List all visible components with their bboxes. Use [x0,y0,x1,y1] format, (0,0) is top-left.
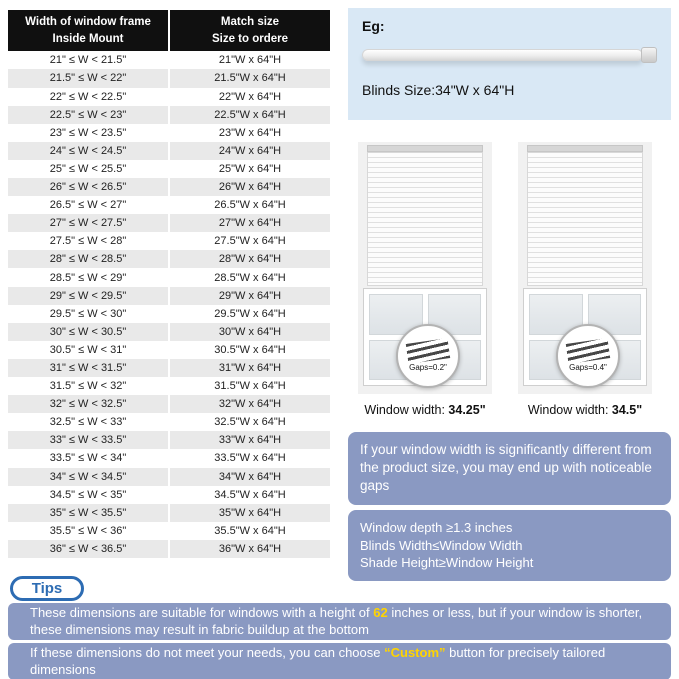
range-cell: 34.5" ≤ W < 35" [8,486,168,504]
range-cell: 32" ≤ W < 32.5" [8,395,168,413]
range-cell: 26" ≤ W < 26.5" [8,178,168,196]
table-row [8,522,330,540]
tips-p2-highlight: “Custom” [384,645,446,660]
tips-badge-label: Tips [31,580,63,597]
tips-p2-text: If these dimensions do not meet your needs, you can choose [30,645,385,660]
size-cell: 28.5"W x 64"H [170,268,330,286]
range-cell: 30" ≤ W < 30.5" [8,323,168,341]
tips-p2-text: button for precisely tailored dimensions [30,645,606,677]
table-row [8,178,330,196]
range-cell: 31" ≤ W < 31.5" [8,359,168,377]
tips-p1-text: These dimensions are suitable for windows with a height of [30,605,374,620]
window-example-card [518,142,652,417]
table-row [8,124,330,142]
window-width-caption [358,403,492,417]
size-cell: 30"W x 64"H [170,323,330,341]
gap-magnifier [556,324,620,388]
gap-stripes [406,338,450,364]
table-row [8,504,330,522]
size-cell: 22"W x 64"H [170,88,330,106]
table-row [8,268,330,286]
caption-value: 34.5" [611,403,643,417]
size-cell: 25"W x 64"H [170,160,330,178]
shade-headrail [527,145,643,152]
table-row [8,468,330,486]
table-row [8,413,330,431]
size-cell: 29"W x 64"H [170,287,330,305]
size-table-header [8,10,330,51]
table-row [8,540,330,558]
size-table-body [8,51,330,558]
header-width-line2: Inside Mount [52,32,124,45]
range-cell: 32.5" ≤ W < 33" [8,413,168,431]
range-cell: 31.5" ≤ W < 32" [8,377,168,395]
example-panel [348,8,671,120]
range-cell: 35" ≤ W < 35.5" [8,504,168,522]
range-cell: 22" ≤ W < 22.5" [8,88,168,106]
range-cell: 23" ≤ W < 23.5" [8,124,168,142]
caption-label: Window width: [364,403,449,417]
table-row [8,486,330,504]
size-cell: 26.5"W x 64"H [170,196,330,214]
shade-headrail [367,145,483,152]
blinds-size-text: Blinds Size:34"W x 64"H [362,82,515,98]
table-row [8,214,330,232]
tips-p1-highlight: 62 [373,605,388,620]
tips-badge [10,576,84,601]
rod-bar [362,49,643,61]
gap-stripes [566,338,610,364]
size-cell: 24"W x 64"H [170,142,330,160]
cellular-shade [367,152,483,286]
table-row [8,160,330,178]
size-cell: 27.5"W x 64"H [170,232,330,250]
table-row [8,287,330,305]
size-cell: 30.5"W x 64"H [170,341,330,359]
blinds-rod-image [362,46,657,64]
table-row [8,305,330,323]
example-label: Eg: [362,18,385,34]
caption-label: Window width: [527,403,612,417]
header-match-line2: Size to ordere [211,32,289,45]
gap-warning-text: If your window width is significantly different from the product size, you may end up with noticeable gaps [360,442,652,494]
tips-paragraph-height [8,603,671,640]
table-row [8,377,330,395]
range-cell: 26.5" ≤ W < 27" [8,196,168,214]
requirements-note [348,510,671,581]
table-row [8,51,330,69]
table-row [8,142,330,160]
table-row [8,69,330,87]
size-cell: 23"W x 64"H [170,124,330,142]
rod-tip [641,47,657,63]
size-cell: 31.5"W x 64"H [170,377,330,395]
range-cell: 21.5" ≤ W < 22" [8,69,168,87]
requirement-line: Blinds Width≤Window Width [360,537,523,553]
table-row [8,106,330,124]
table-row [8,395,330,413]
size-cell: 21"W x 64"H [170,51,330,69]
gap-magnifier [396,324,460,388]
range-cell: 33" ≤ W < 33.5" [8,431,168,449]
range-cell: 22.5" ≤ W < 23" [8,106,168,124]
range-cell: 36" ≤ W < 36.5" [8,540,168,558]
table-row [8,449,330,467]
gap-label: Gaps=0.4" [569,362,607,372]
range-cell: 29" ≤ W < 29.5" [8,287,168,305]
range-cell: 29.5" ≤ W < 30" [8,305,168,323]
table-row [8,88,330,106]
cellular-shade [527,152,643,286]
size-cell: 31"W x 64"H [170,359,330,377]
gap-warning-note [348,432,671,505]
range-cell: 28" ≤ W < 28.5" [8,250,168,268]
gap-label: Gaps=0.2" [409,362,447,372]
table-row [8,341,330,359]
range-cell: 27" ≤ W < 27.5" [8,214,168,232]
range-cell: 30.5" ≤ W < 31" [8,341,168,359]
size-cell: 32"W x 64"H [170,395,330,413]
table-row [8,359,330,377]
size-cell: 27"W x 64"H [170,214,330,232]
size-cell: 35.5"W x 64"H [170,522,330,540]
window-examples [358,142,658,417]
header-match-line1: Match size [220,16,280,28]
window-photo [358,142,492,394]
size-cell: 34"W x 64"H [170,468,330,486]
header-width-column [8,10,168,51]
header-width-line1: Width of window frame [25,16,151,28]
tips-paragraph-custom [8,643,671,679]
size-cell: 34.5"W x 64"H [170,486,330,504]
range-cell: 25" ≤ W < 25.5" [8,160,168,178]
table-row [8,232,330,250]
size-cell: 33.5"W x 64"H [170,449,330,467]
size-cell: 29.5"W x 64"H [170,305,330,323]
range-cell: 28.5" ≤ W < 29" [8,268,168,286]
caption-value: 34.25" [448,403,486,417]
range-cell: 24" ≤ W < 24.5" [8,142,168,160]
size-cell: 22.5"W x 64"H [170,106,330,124]
table-row [8,323,330,341]
size-table [8,10,330,558]
table-row [8,250,330,268]
requirement-line: Window depth ≥1.3 inches [360,520,513,535]
size-cell: 35"W x 64"H [170,504,330,522]
size-cell: 36"W x 64"H [170,540,330,558]
size-cell: 26"W x 64"H [170,178,330,196]
size-cell: 32.5"W x 64"H [170,413,330,431]
tips-p1-text: inches or less, but if your window is shorter, these dimensions may result in fabric buildup at the bottom [30,605,643,637]
window-width-caption [518,403,652,417]
table-row [8,196,330,214]
size-cell: 28"W x 64"H [170,250,330,268]
range-cell: 21" ≤ W < 21.5" [8,51,168,69]
range-cell: 33.5" ≤ W < 34" [8,449,168,467]
range-cell: 27.5" ≤ W < 28" [8,232,168,250]
range-cell: 34" ≤ W < 34.5" [8,468,168,486]
window-example-card [358,142,492,417]
size-cell: 21.5"W x 64"H [170,69,330,87]
window-photo [518,142,652,394]
requirement-line: Shade Height≥Window Height [360,555,534,571]
size-cell: 33"W x 64"H [170,431,330,449]
header-match-column [170,10,330,51]
table-row [8,431,330,449]
range-cell: 35.5" ≤ W < 36" [8,522,168,540]
